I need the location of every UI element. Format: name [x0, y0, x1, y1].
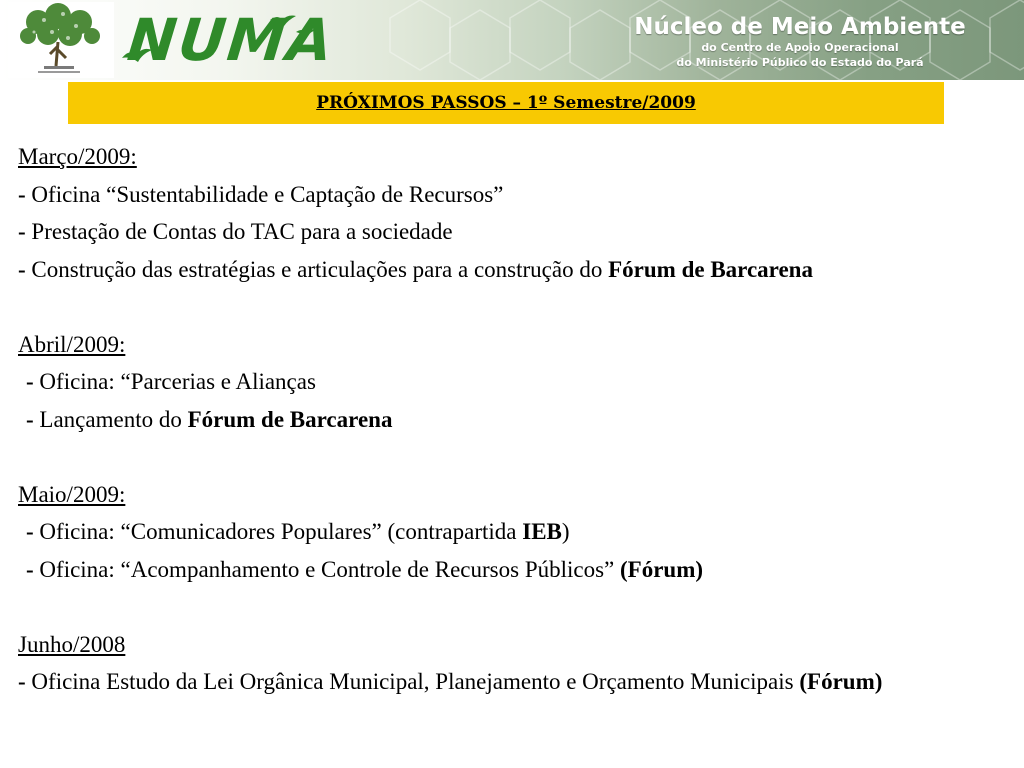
section-heading-abril: Abril/2009:: [18, 331, 126, 357]
agenda-item: - Oficina: “Parcerias e Alianças: [26, 369, 316, 394]
org-name: Núcleo de Meio Ambiente: [634, 14, 966, 40]
organization-title: [600, 14, 1000, 70]
slide-title: PRÓXIMOS PASSOS – 1º Semestre/2009: [316, 93, 696, 113]
agenda-item: - Prestação de Contas do TAC para a sociedade: [18, 219, 453, 244]
agenda-item: - Oficina: “Acompanhamento e Controle de Recursos Públicos” (Fórum): [26, 556, 704, 582]
agenda-item: - Oficina “Sustentabilidade e Captação de Recursos”: [18, 181, 504, 207]
org-subtitle-line1: do Centro de Apoio Operacional: [701, 41, 899, 54]
numa-logo-wordmark: NUMA: [124, 6, 338, 74]
org-subtitle-line2: do Ministério Público do Estado do Pará: [676, 56, 924, 69]
agenda-item: - Lançamento do Fórum de Barcarena: [26, 406, 393, 432]
agenda-item: - Oficina: “Comunicadores Populares” (contrapartida IEB): [26, 519, 570, 544]
section-heading-maio: Maio/2009:: [18, 481, 126, 507]
tree-logo-icon: [8, 2, 114, 78]
agenda-item: - Oficina Estudo da Lei Orgânica Municipal, Planejamento e Orçamento Municipais (Fórum): [18, 669, 883, 694]
section-heading-marco: Março/2009:: [18, 144, 137, 169]
section-heading-junho: Junho/2008: [18, 631, 126, 657]
header-banner: [0, 0, 1024, 80]
agenda-content: [18, 138, 964, 701]
agenda-item: - Construção das estratégias e articulações para a construção do Fórum de Barcarena: [18, 256, 813, 282]
slide-title-bar: [68, 82, 944, 124]
